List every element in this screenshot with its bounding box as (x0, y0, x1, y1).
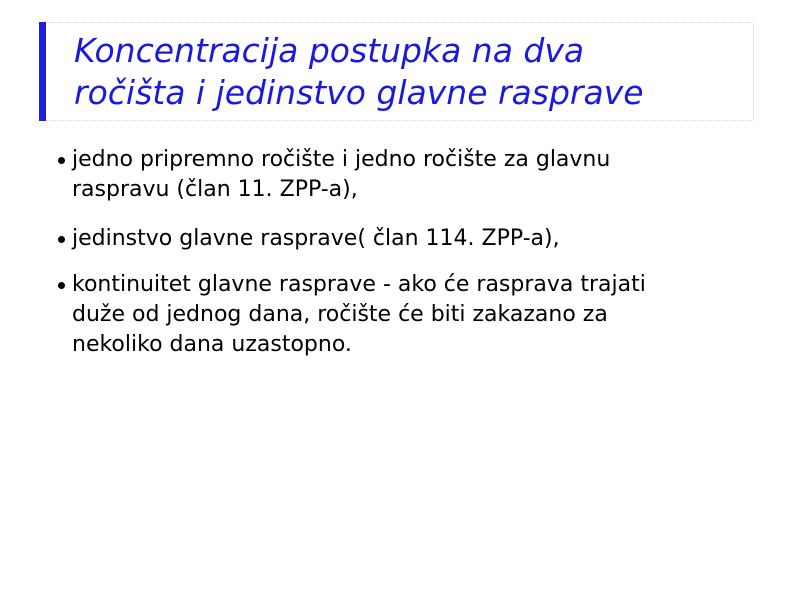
bullet-line: kontinuitet glavne rasprave - ako će rasprava trajati (72, 272, 646, 297)
bullet-line: jedno pripremno ročište i jedno ročište za glavnu (72, 147, 611, 172)
bullet-icon (58, 282, 65, 289)
bullet-text (72, 224, 762, 254)
slide-title-line: Koncentracija postupka na dva (74, 31, 585, 70)
bullet-text (72, 145, 762, 205)
bullet-line: duže od jednog dana, ročište će biti zakazano za (72, 302, 608, 327)
slide-title-line: ročišta i jedinstvo glavne rasprave (74, 73, 644, 112)
bullet-icon (58, 157, 65, 164)
slide-title (74, 30, 744, 114)
bullet-icon (58, 236, 65, 243)
bullet-text (72, 270, 762, 360)
title-accent-bar (39, 22, 46, 121)
bullet-line: raspravu (član 11. ZPP-a), (72, 177, 358, 202)
bullet-line: nekoliko dana uzastopno. (72, 332, 352, 357)
bullet-line: jedinstvo glavne rasprave( član 114. ZPP-a), (72, 226, 560, 251)
